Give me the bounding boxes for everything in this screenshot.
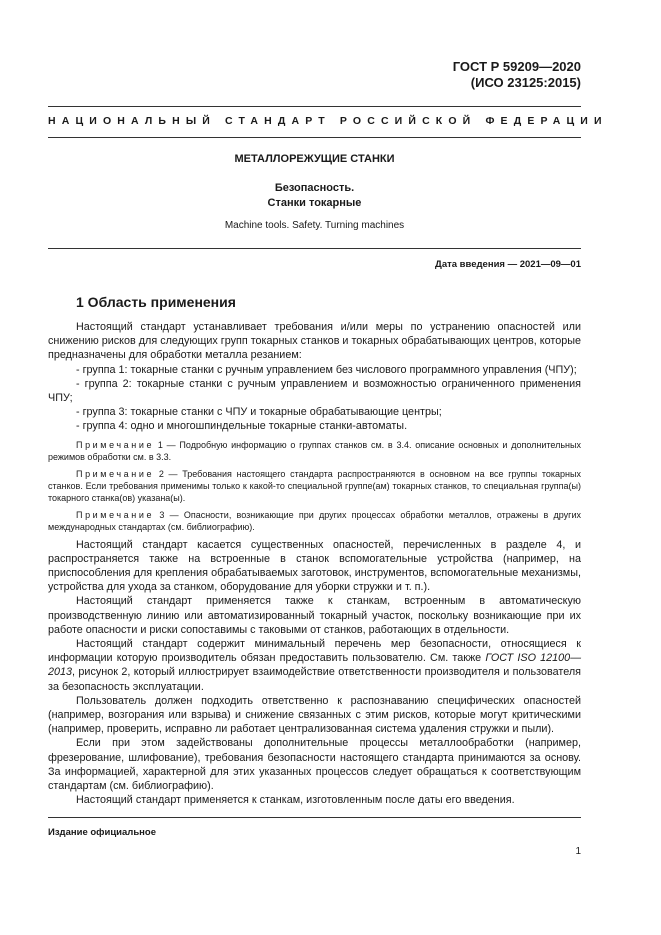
english-title: Machine tools. Safety. Turning machines: [224, 220, 405, 231]
note: [48, 468, 581, 504]
note-text: 1 — Подробную информацию о группах станков см. в 3.4. описание основных и дополнительных режимов обработки см. в 3.3.: [48, 439, 581, 462]
standard-designation: [453, 59, 581, 91]
note-text: 3 — Опасности, возникающие при других процессах обработки металлов, отражены в других международных стандартах (см. библиографию).: [48, 509, 581, 532]
section-body: [48, 320, 581, 807]
paragraph: Настоящий стандарт применяется также к станкам, встроенным в автоматическую производственную линию или автоматизированный токарный участок, поскольку возникающие при их работе опасности и риски сопоставимы с таковыми от станков, работающих в отдельности.: [48, 595, 581, 636]
gost-code: ГОСТ Р 59209—2020: [452, 59, 581, 74]
paragraph: Настоящий стандарт применяется к станкам, изготовленным после даты его введения.: [76, 794, 515, 807]
page-number: 1: [575, 846, 581, 857]
header-top-rule: [48, 106, 581, 107]
subtitle-line-1: Безопасность.: [274, 182, 355, 194]
note-label: Примечание: [76, 468, 155, 479]
header-bottom-rule: [48, 137, 581, 138]
date-top-rule: [48, 248, 581, 249]
paragraph: Настоящий стандарт содержит минимальный перечень мер безопасности, относящиеся к информации которую производитель обязан предоставить пользователю. См. также ГОСТ ISO 12100—2013, рисунок 2, который иллюстрирует взаимодействие ответственности производителя и пользователя за безопасность эксплуатации.: [48, 638, 581, 693]
standard-reference: ГОСТ ISO 12100—2013: [48, 652, 581, 679]
list-item: - группа 1: токарные станки с ручным управлением без числового программного управления (ЧПУ);: [76, 363, 577, 376]
list-item: - группа 3: токарные станки с ЧПУ и токарные обрабатывающие центры;: [76, 406, 442, 419]
list-item: - группа 2: токарные станки с ручным управлением и возможностью ограниченного применения ЧПУ;: [48, 377, 581, 405]
paragraph: Пользователь должен подходить ответственно к распознаванию специфических опасностей (например, возгорания или взрыва) и снижение связанных с этим рисков, которые могут критическими (например, проверить, исправно ли работает централизованная система удаления стружки и пыли).: [48, 694, 581, 736]
note-label: Примечание: [76, 439, 155, 450]
paragraph: Если при этом задействованы дополнительные процессы металлообработки (например, фрезерование, шлифование), требования безопасности настоящего стандарта принимаются за основу. За информацией, характерной для этих указанных процессов следует обращаться к соответствующим стандартам (см. библиографию).: [48, 737, 581, 793]
official-edition-label: Издание официальное: [48, 827, 156, 838]
note: [48, 509, 581, 533]
note-text: 2 — Требования настоящего стандарта распространяются в основном на все группы токарных станков. Если требования применимы только к какой-то специальной группе(ам) токарных станков, то специальная группа(ы) токарного станка(ов) указана(ы).: [48, 468, 581, 503]
section-heading: 1 Область применения: [76, 294, 236, 310]
iso-code: (ИСО 23125:2015): [470, 75, 581, 90]
date-of-introduction: Дата введения — 2021—09—01: [435, 259, 581, 270]
national-standard-banner: НАЦИОНАЛЬНЫЙ СТАНДАРТ РОССИЙСКОЙ ФЕДЕРАЦИИ: [48, 115, 608, 127]
note-label: Примечание: [76, 509, 155, 520]
subtitle-line-2: Станки токарные: [267, 197, 362, 209]
document-subtitle: [48, 181, 581, 211]
list-item: - группа 4: одно и многошпиндельные токарные станки-автоматы.: [76, 420, 408, 433]
paragraph: Настоящий стандарт касается существенных опасностей, перечисленных в разделе 4, и распространяется также на встроенные в станок вспомогательные устройства (например, на приспособления для крепления обрабатываемых заготовок, инструментов, вспомогательные механизмы, устройства для ухода за станком, оборудование для уборки стружки и т. п.).: [48, 538, 581, 594]
note: [48, 439, 581, 463]
footer-rule: [48, 817, 581, 818]
document-title: МЕТАЛЛОРЕЖУЩИЕ СТАНКИ: [234, 153, 395, 165]
paragraph: Настоящий стандарт устанавливает требования и/или меры по устранению опасностей или снижению рисков для следующих групп токарных станков и токарных обрабатывающих центров, которые предназначены для обработки металла резанием:: [48, 321, 581, 362]
